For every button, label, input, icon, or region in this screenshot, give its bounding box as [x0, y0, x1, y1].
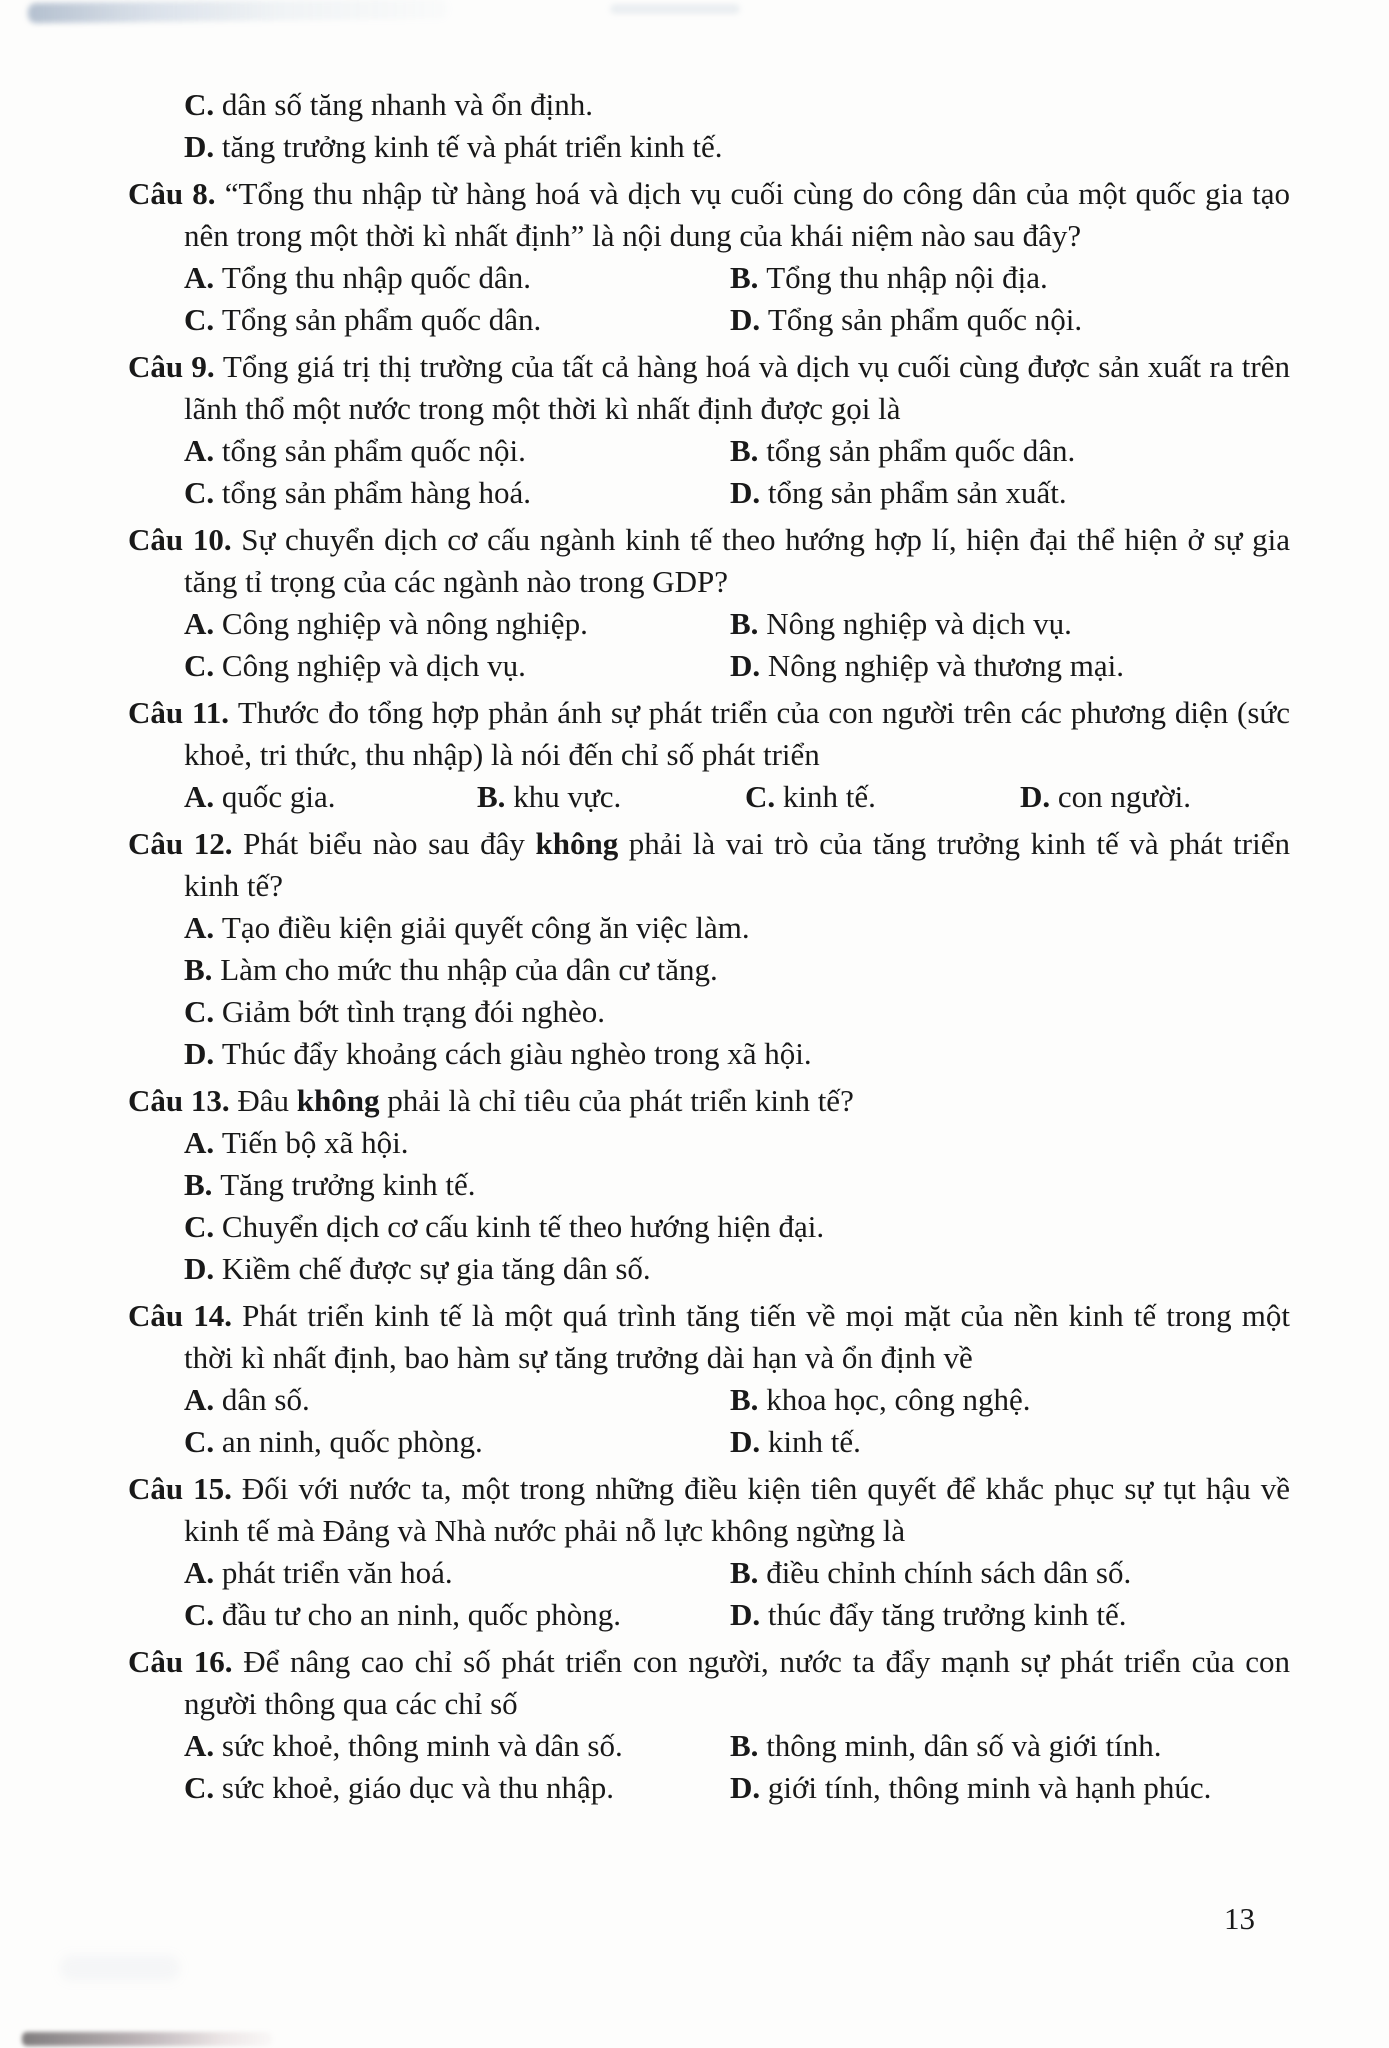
answer-option	[184, 645, 730, 687]
answer-option	[730, 430, 1075, 472]
option-text: khoa học, công nghệ.	[766, 1382, 1031, 1417]
option-row	[184, 472, 1290, 514]
answer-option	[184, 1122, 408, 1164]
option-row	[184, 907, 1290, 949]
option-text: tổng sản phẩm hàng hoá.	[221, 475, 531, 510]
option-letter: D.	[730, 302, 768, 337]
option-letter: C.	[184, 1770, 222, 1805]
question-number: Câu 8.	[128, 176, 225, 211]
answer-option	[184, 1552, 730, 1594]
option-letter: A.	[184, 433, 222, 468]
option-letter: C.	[184, 1424, 222, 1459]
option-text: Tăng trưởng kinh tế.	[220, 1167, 476, 1202]
option-row	[184, 1122, 1290, 1164]
options	[184, 1552, 1290, 1636]
answer-option	[730, 299, 1082, 341]
option-letter: A.	[184, 260, 222, 295]
answer-option	[184, 1379, 730, 1421]
question-text-segment: Thước đo tổng hợp phản ánh sự phát triển của con người trên các phương diện (sức khoẻ, tri thức, thu nhập) là nói đến chỉ số phát triển	[184, 695, 1290, 772]
option-text: thúc đẩy tăng trưởng kinh tế.	[767, 1597, 1127, 1632]
option-letter: A.	[184, 1555, 222, 1590]
options	[184, 1122, 1290, 1290]
option-row	[184, 1552, 1290, 1594]
option-row	[184, 84, 1290, 126]
option-letter: C.	[184, 1209, 222, 1244]
option-text: an ninh, quốc phòng.	[221, 1424, 483, 1459]
question-text	[128, 173, 1290, 257]
option-text: Giảm bớt tình trạng đói nghèo.	[221, 994, 606, 1029]
question-text-segment: Phát triển kinh tế là một quá trình tăng tiến về mọi mặt của nền kinh tế trong một thời kì nhất định, bao hàm sự tăng trưởng dài hạn và ổn định về	[184, 1298, 1290, 1375]
option-text: khu vực.	[513, 779, 622, 814]
option-row	[184, 1164, 1290, 1206]
answer-option	[730, 257, 1048, 299]
option-letter: B.	[184, 952, 221, 987]
answer-option	[184, 299, 730, 341]
option-letter: C.	[184, 475, 222, 510]
option-text: Công nghiệp và dịch vụ.	[221, 648, 526, 683]
question-list	[128, 84, 1290, 1814]
option-letter: D.	[184, 1251, 222, 1286]
option-letter: D.	[184, 1036, 222, 1071]
scan-smudge-top-left	[28, 0, 448, 23]
option-letter: B.	[477, 779, 514, 814]
option-text: sức khoẻ, giáo dục và thu nhập.	[221, 1770, 615, 1805]
answer-option	[184, 1421, 730, 1463]
answer-option	[745, 776, 1020, 818]
option-text: con người.	[1057, 779, 1191, 814]
option-letter: B.	[730, 1728, 767, 1763]
option-letter: A.	[184, 779, 222, 814]
option-letter: B.	[730, 433, 767, 468]
answer-option	[184, 603, 730, 645]
option-letter: B.	[730, 606, 767, 641]
answer-option	[477, 776, 745, 818]
option-text: tổng sản phẩm sản xuất.	[767, 475, 1067, 510]
answer-option	[184, 126, 723, 168]
option-text: tổng sản phẩm quốc nội.	[221, 433, 526, 468]
option-text: kinh tế.	[782, 779, 876, 814]
option-letter: D.	[730, 1597, 768, 1632]
answer-option	[184, 949, 718, 991]
answer-option	[184, 1206, 824, 1248]
question	[128, 84, 1290, 168]
answer-option	[184, 257, 730, 299]
option-text: đầu tư cho an ninh, quốc phòng.	[221, 1597, 621, 1632]
option-letter: D.	[730, 648, 768, 683]
answer-option	[184, 1248, 651, 1290]
answer-option	[184, 907, 750, 949]
page-number: 13	[1224, 1901, 1255, 1936]
option-letter: C.	[184, 994, 222, 1029]
option-text: Tổng thu nhập quốc dân.	[221, 260, 531, 295]
option-letter: C.	[745, 779, 783, 814]
question-number: Câu 12.	[128, 826, 244, 861]
answer-option	[730, 1725, 1161, 1767]
option-text: tăng trưởng kinh tế và phát triển kinh tế.	[221, 129, 723, 164]
option-row	[184, 257, 1290, 299]
question-number: Câu 15.	[128, 1471, 242, 1506]
answer-option	[184, 991, 605, 1033]
question-number: Câu 10.	[128, 522, 242, 557]
question-text-segment: Để nâng cao chỉ số phát triển con người, nước ta đẩy mạnh sự phát triển của con người thông qua các chỉ số	[184, 1644, 1290, 1721]
question-number: Câu 11.	[128, 695, 238, 730]
question-text-segment: Đối với nước ta, một trong những điều kiện tiên quyết để khắc phục sự tụt hậu về kinh tế mà Đảng và Nhà nước phải nỗ lực không ngừng là	[184, 1471, 1290, 1548]
option-row	[184, 299, 1290, 341]
option-row	[184, 126, 1290, 168]
answer-option	[730, 1379, 1030, 1421]
question-number: Câu 13.	[128, 1083, 238, 1118]
options	[184, 1379, 1290, 1463]
option-text: Thúc đẩy khoảng cách giàu nghèo trong xã hội.	[221, 1036, 812, 1071]
option-row	[184, 603, 1290, 645]
question	[128, 346, 1290, 514]
answer-option	[730, 1767, 1211, 1809]
answer-option	[184, 84, 593, 126]
question-text-segment: Đâu	[237, 1083, 297, 1118]
answer-option	[184, 430, 730, 472]
option-row	[184, 949, 1290, 991]
option-text: Tiến bộ xã hội.	[221, 1125, 409, 1160]
option-text: Công nghiệp và nông nghiệp.	[221, 606, 588, 641]
question	[128, 823, 1290, 1075]
question-text-segment: “Tổng thu nhập từ hàng hoá và dịch vụ cuối cùng do công dân của một quốc gia tạo nên trong một thời kì nhất định” là nội dung của khái niệm nào sau đây?	[184, 176, 1290, 253]
answer-option	[730, 603, 1072, 645]
question-text-segment: không	[296, 1083, 380, 1118]
option-letter: A.	[184, 910, 222, 945]
option-text: điều chỉnh chính sách dân số.	[766, 1555, 1132, 1590]
answer-option	[184, 1594, 730, 1636]
question	[128, 1641, 1290, 1809]
option-letter: D.	[730, 1770, 768, 1805]
option-letter: C.	[184, 302, 222, 337]
option-letter: B.	[730, 1382, 767, 1417]
question-text	[128, 692, 1290, 776]
option-letter: C.	[184, 1597, 222, 1632]
answer-option	[1020, 776, 1191, 818]
options	[184, 776, 1290, 818]
question	[128, 1080, 1290, 1290]
option-text: dân số tăng nhanh và ổn định.	[221, 87, 593, 122]
question-text-segment: Sự chuyển dịch cơ cấu ngành kinh tế theo hướng hợp lí, hiện đại thể hiện ở sự gia tăng tỉ trọng của các ngành nào trong GDP?	[184, 522, 1290, 599]
options	[184, 257, 1290, 341]
scan-smudge-bottom-ghost	[60, 1955, 180, 1981]
option-letter: B.	[730, 1555, 767, 1590]
option-text: thông minh, dân số và giới tính.	[766, 1728, 1162, 1763]
question-text	[128, 519, 1290, 603]
option-letter: B.	[730, 260, 767, 295]
option-row	[184, 1206, 1290, 1248]
answer-option	[184, 472, 730, 514]
option-letter: A.	[184, 1728, 222, 1763]
option-text: giới tính, thông minh và hạnh phúc.	[767, 1770, 1212, 1805]
option-text: Tổng thu nhập nội địa.	[766, 260, 1048, 295]
option-letter: C.	[184, 87, 222, 122]
option-text: quốc gia.	[221, 779, 336, 814]
option-letter: D.	[730, 475, 768, 510]
option-text: Nông nghiệp và dịch vụ.	[766, 606, 1072, 641]
options	[184, 603, 1290, 687]
option-letter: C.	[184, 648, 222, 683]
question-text	[128, 1468, 1290, 1552]
answer-option	[730, 472, 1067, 514]
question-number: Câu 14.	[128, 1298, 243, 1333]
question-text	[128, 823, 1290, 907]
option-text: Kiềm chế được sự gia tăng dân số.	[221, 1251, 651, 1286]
answer-option	[184, 1767, 730, 1809]
question-text-segment: phải là vai trò của tăng trưởng kinh tế và phát triển kinh tế?	[184, 826, 1290, 903]
option-text: tổng sản phẩm quốc dân.	[766, 433, 1076, 468]
option-text: Tổng sản phẩm quốc dân.	[221, 302, 542, 337]
option-row	[184, 1379, 1290, 1421]
option-row	[184, 1248, 1290, 1290]
scan-smudge-top-right	[610, 4, 740, 14]
option-letter: A.	[184, 1125, 222, 1160]
options	[184, 84, 1290, 168]
question-text-segment: Tổng giá trị thị trường của tất cả hàng hoá và dịch vụ cuối cùng được sản xuất ra trên lãnh thổ một nước trong một thời kì nhất định được gọi là	[184, 349, 1290, 426]
option-row	[184, 776, 1290, 818]
option-row	[184, 1033, 1290, 1075]
question	[128, 692, 1290, 818]
option-text: Tổng sản phẩm quốc nội.	[767, 302, 1083, 337]
option-letter: A.	[184, 1382, 222, 1417]
options	[184, 430, 1290, 514]
question	[128, 173, 1290, 341]
option-text: kinh tế.	[767, 1424, 861, 1459]
question	[128, 1295, 1290, 1463]
question	[128, 1468, 1290, 1636]
question-number: Câu 16.	[128, 1644, 244, 1679]
answer-option	[730, 1421, 861, 1463]
question-text	[128, 1295, 1290, 1379]
option-text: dân số.	[221, 1382, 310, 1417]
question-text-segment: Phát biểu nào sau đây	[243, 826, 536, 861]
answer-option	[184, 776, 477, 818]
question	[128, 519, 1290, 687]
question-text-segment: phải là chỉ tiêu của phát triển kinh tế?	[379, 1083, 854, 1118]
option-text: Làm cho mức thu nhập của dân cư tăng.	[220, 952, 718, 987]
option-letter: B.	[184, 1167, 221, 1202]
question-text	[128, 1641, 1290, 1725]
question-text-segment: không	[535, 826, 619, 861]
options	[184, 1725, 1290, 1809]
option-row	[184, 430, 1290, 472]
option-row	[184, 645, 1290, 687]
option-row	[184, 1767, 1290, 1809]
options	[184, 907, 1290, 1075]
option-row	[184, 991, 1290, 1033]
question-number: Câu 9.	[128, 349, 223, 384]
option-row	[184, 1725, 1290, 1767]
answer-option	[184, 1164, 476, 1206]
answer-option	[730, 1594, 1127, 1636]
option-letter: D.	[1020, 779, 1058, 814]
option-text: sức khoẻ, thông minh và dân số.	[221, 1728, 623, 1763]
answer-option	[184, 1725, 730, 1767]
answer-option	[730, 1552, 1131, 1594]
option-letter: D.	[730, 1424, 768, 1459]
question-text	[128, 1080, 1290, 1122]
option-text: Tạo điều kiện giải quyết công ăn việc làm.	[221, 910, 750, 945]
option-text: Nông nghiệp và thương mại.	[767, 648, 1124, 683]
answer-option	[730, 645, 1124, 687]
answer-option	[184, 1033, 812, 1075]
option-letter: A.	[184, 606, 222, 641]
option-row	[184, 1594, 1290, 1636]
option-letter: D.	[184, 129, 222, 164]
option-row	[184, 1421, 1290, 1463]
option-text: phát triển văn hoá.	[221, 1555, 453, 1590]
question-text	[128, 346, 1290, 430]
option-text: Chuyển dịch cơ cấu kinh tế theo hướng hiện đại.	[221, 1209, 825, 1244]
scan-smudge-bottom-left	[22, 2032, 272, 2046]
